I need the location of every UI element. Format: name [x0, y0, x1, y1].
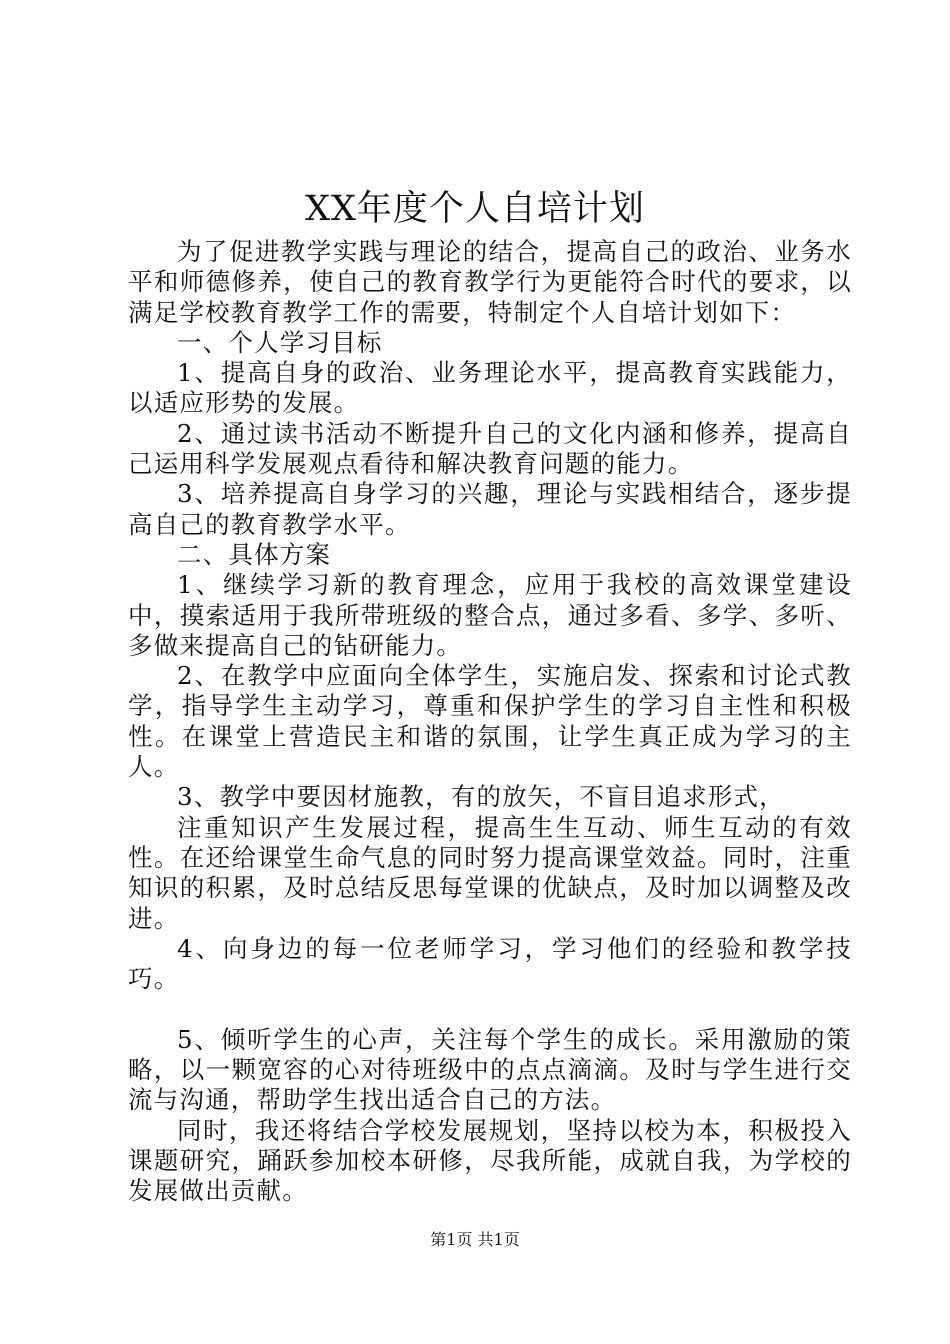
plan-item-4: 4、向身边的每一位老师学习，学习他们的经验和教学技巧。 — [128, 933, 852, 994]
page-footer: 第1页 共1页 — [430, 1230, 520, 1249]
plan-item-3-continued: 注重知识产生发展过程，提高生生互动、师生互动的有效性。在还给课堂生命气息的同时努力提高课堂效益。同时，注重知识的积累，及时总结反思每堂课的优缺点，及时加以调整及改进。 — [128, 812, 852, 933]
plan-item-1: 1、继续学习新的教育理念，应用于我校的高效课堂建设中，摸索适用于我所带班级的整合点，通过多看、多学、多听、多做来提高自己的钻研能力。 — [128, 570, 852, 660]
plan-item-2: 2、在教学中应面向全体学生，实施启发、探索和讨论式教学，指导学生主动学习，尊重和保护学生的学习自主性和积极性。在课堂上营造民主和谐的氛围，让学生真正成为学习的主人。 — [128, 661, 852, 782]
document-title: XX年度个人自培计划 — [305, 189, 645, 229]
plan-item-5: 5、倾听学生的心声，关注每个学生的成长。采用激励的策略，以一颗宽容的心对待班级中的点点滴滴。及时与学生进行交流与沟通，帮助学生找出适合自己的方法。 — [128, 1024, 852, 1115]
section-heading-plan: 二、具体方案 — [177, 539, 332, 569]
plan-item-3: 3、教学中要因材施教，有的放矢，不盲目追求形式， — [177, 782, 785, 812]
goal-item-1: 1、提高自身的政治、业务理论水平，提高教育实践能力，以适应形势的发展。 — [128, 358, 852, 418]
blank-line — [128, 994, 852, 1024]
closing-paragraph: 同时，我还将结合学校发展规划，坚持以校为本，积极投入课题研究，踊跃参加校本研修，尽我所能，成就自我，为学校的发展做出贡献。 — [128, 1115, 852, 1206]
goal-item-3: 3、培养提高自身学习的兴趣，理论与实践相结合，逐步提高自己的教育教学水平。 — [128, 479, 852, 539]
intro-paragraph: 为了促进教学实践与理论的结合，提高自己的政治、业务水平和师德修养，使自己的教育教学行为更能符合时代的要求，以满足学校教育教学工作的需要，特制定个人自培计划如下： — [128, 237, 852, 327]
document-body — [128, 237, 852, 1207]
section-heading-goals: 一、个人学习目标 — [177, 327, 383, 357]
goal-item-2: 2、通过读书活动不断提升自己的文化内涵和修养，提高自己运用科学发展观点看待和解决教育问题的能力。 — [128, 418, 852, 479]
